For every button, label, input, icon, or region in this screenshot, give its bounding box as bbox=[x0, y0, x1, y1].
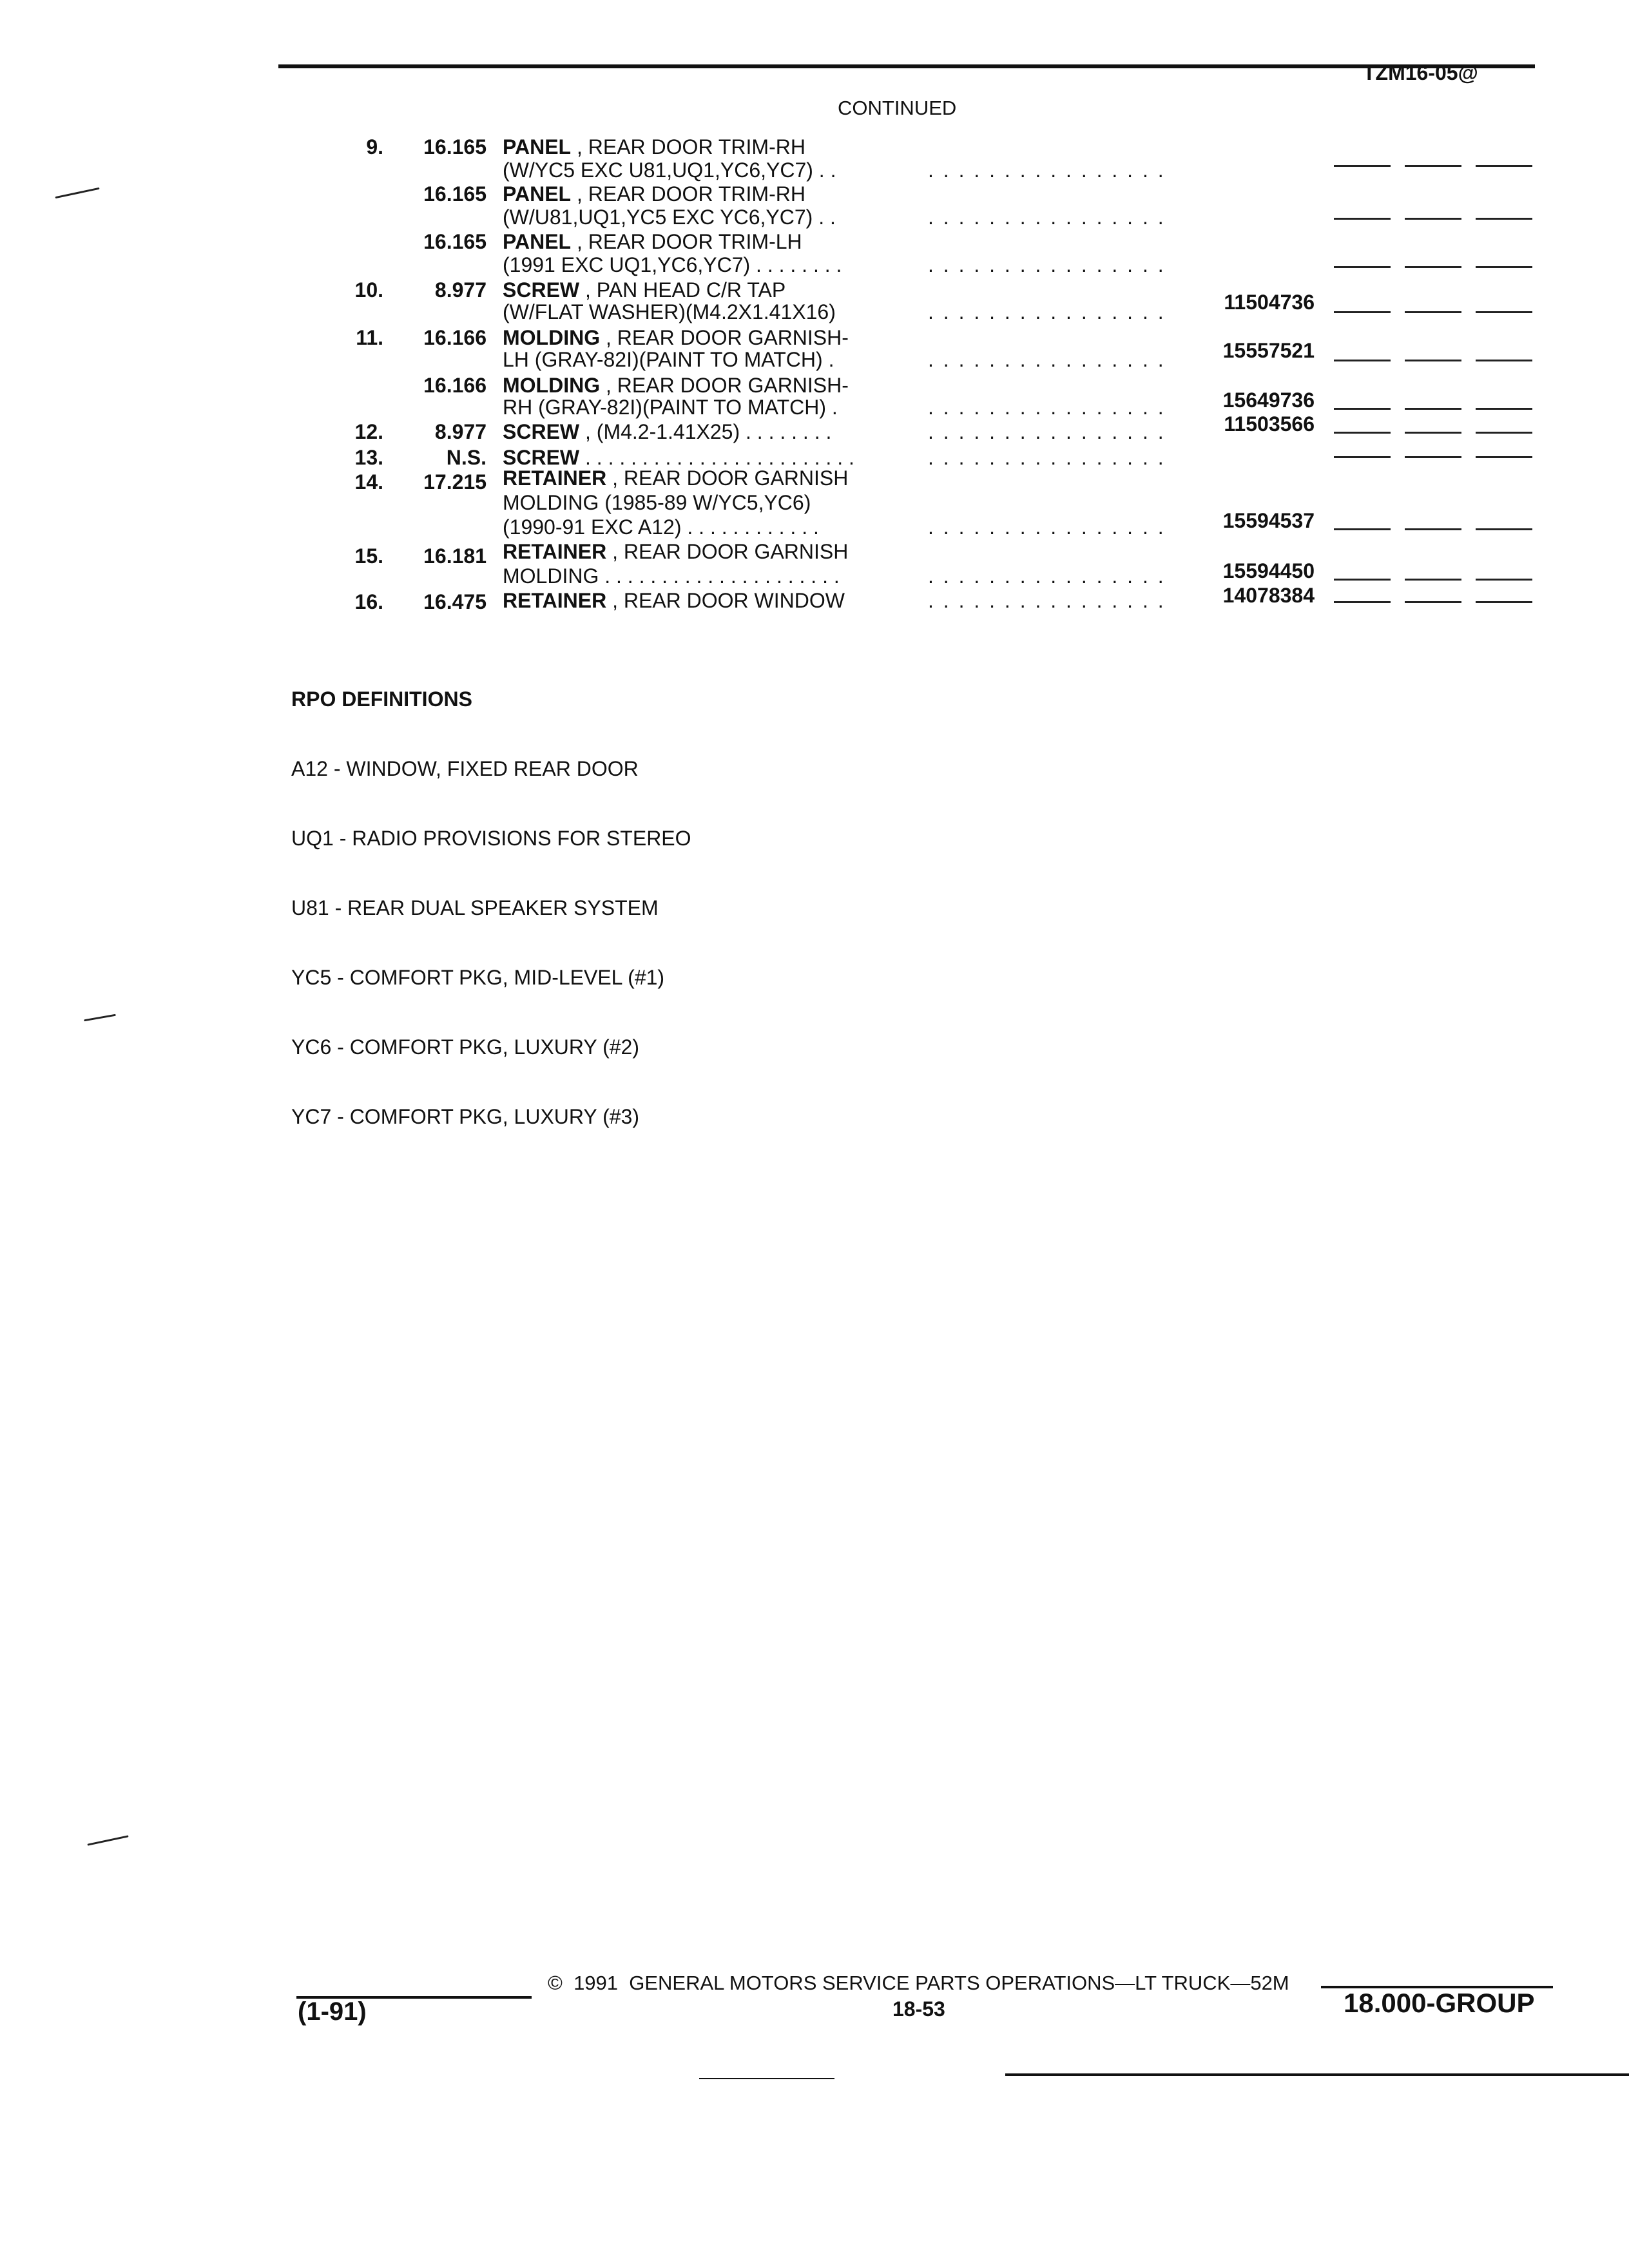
item-reference: 16.166 bbox=[423, 326, 487, 349]
quantity-blanks bbox=[1334, 293, 1540, 316]
bottom-rule-fragment bbox=[699, 2078, 834, 2079]
scan-mark bbox=[87, 1835, 128, 1845]
quantity-blanks bbox=[1334, 200, 1540, 223]
item-desc-line2: (W/U81,UQ1,YC5 EXC YC6,YC7) . . bbox=[503, 206, 836, 229]
item-number: 10. bbox=[354, 278, 383, 302]
item-name: RETAINER bbox=[503, 589, 607, 612]
item-description bbox=[503, 374, 849, 397]
item-number: 12. bbox=[354, 420, 383, 443]
item-reference: 16.166 bbox=[423, 374, 487, 397]
rpo-line: YC5 - COMFORT PKG, MID-LEVEL (#1) bbox=[291, 966, 665, 989]
part-number: 15649736 bbox=[1222, 389, 1315, 412]
leader-dots: . . . . . . . . . . . . . . . . bbox=[928, 253, 1166, 276]
leader-dots: . . . . . . . . . . . . . . . . bbox=[928, 515, 1166, 539]
item-number: 14. bbox=[354, 470, 383, 494]
item-desc-line1: , REAR DOOR WINDOW bbox=[606, 589, 845, 612]
item-reference: 16.165 bbox=[423, 230, 487, 253]
item-desc-line2: (1991 EXC UQ1,YC6,YC7) . . . . . . . . bbox=[503, 253, 842, 276]
quantity-blanks bbox=[1334, 414, 1540, 437]
scan-mark bbox=[55, 187, 99, 198]
item-name: RETAINER bbox=[503, 466, 607, 490]
bottom-rule bbox=[1005, 2073, 1629, 2076]
top-rule bbox=[278, 64, 1535, 68]
quantity-blanks bbox=[1334, 341, 1540, 365]
leader-dots: . . . . . . . . . . . . . . . . bbox=[928, 206, 1166, 229]
page-number: 18-53 bbox=[892, 1997, 945, 2021]
item-name: MOLDING bbox=[503, 326, 601, 349]
quantity-blanks bbox=[1334, 583, 1540, 606]
item-reference: N.S. bbox=[446, 446, 487, 469]
leader-dots: . . . . . . . . . . . . . . . . bbox=[928, 348, 1166, 371]
item-desc-line2: LH (GRAY-82I)(PAINT TO MATCH) . bbox=[503, 348, 834, 371]
leader-dots: . . . . . . . . . . . . . . . . bbox=[928, 589, 1166, 612]
quantity-blanks bbox=[1334, 561, 1540, 584]
part-number: 15557521 bbox=[1222, 339, 1315, 362]
revision-date: (1-91) bbox=[298, 1997, 367, 2026]
item-desc-line3: (1990-91 EXC A12) . . . . . . . . . . . . bbox=[503, 515, 819, 539]
item-description bbox=[503, 326, 849, 349]
item-number: 9. bbox=[366, 135, 383, 159]
item-name: MOLDING bbox=[503, 374, 601, 397]
item-desc-line1: , REAR DOOR GARNISH bbox=[606, 466, 849, 490]
item-reference: 17.215 bbox=[423, 470, 487, 494]
item-description bbox=[503, 446, 854, 469]
rpo-line: UQ1 - RADIO PROVISIONS FOR STEREO bbox=[291, 827, 691, 850]
leader-dots: . . . . . . . . . . . . . . . . bbox=[928, 300, 1166, 323]
item-desc-line1: , (M4.2-1.41X25) . . . . . . . . bbox=[579, 420, 832, 443]
item-number: 15. bbox=[354, 544, 383, 568]
copyright-line: © 1991 GENERAL MOTORS SERVICE PARTS OPERATIONS—LT TRUCK—52M bbox=[548, 1972, 1289, 1994]
item-number: 11. bbox=[356, 326, 383, 349]
quantity-blanks bbox=[1334, 147, 1540, 170]
item-desc-line1: , REAR DOOR TRIM-RH bbox=[571, 135, 805, 159]
item-reference: 16.165 bbox=[423, 182, 487, 206]
item-reference: 16.475 bbox=[423, 590, 487, 613]
quantity-blanks bbox=[1334, 438, 1540, 461]
item-name: PANEL bbox=[503, 230, 572, 253]
item-name: RETAINER bbox=[503, 540, 607, 563]
leader-dots: . . . . . . . . . . . . . . . . bbox=[928, 446, 1166, 469]
item-desc-line2: (W/FLAT WASHER)(M4.2X1.41X16) bbox=[503, 300, 836, 323]
item-desc-line1: , REAR DOOR GARNISH- bbox=[600, 374, 849, 397]
part-number: 11504736 bbox=[1224, 291, 1315, 314]
item-desc-line1: , REAR DOOR GARNISH- bbox=[600, 326, 849, 349]
item-reference: 16.165 bbox=[423, 135, 487, 159]
item-name: SCREW bbox=[503, 420, 580, 443]
item-desc-line2: MOLDING . . . . . . . . . . . . . . . . . . . . . bbox=[503, 564, 840, 588]
rpo-line: U81 - REAR DUAL SPEAKER SYSTEM bbox=[291, 896, 659, 919]
rpo-line: YC6 - COMFORT PKG, LUXURY (#2) bbox=[291, 1035, 639, 1059]
item-desc-line1: . . . . . . . . . . . . . . . . . . . . . . . . bbox=[579, 446, 854, 469]
item-desc-line2: RH (GRAY-82I)(PAINT TO MATCH) . bbox=[503, 396, 838, 419]
item-description bbox=[503, 278, 786, 302]
item-description bbox=[503, 466, 848, 490]
leader-dots: . . . . . . . . . . . . . . . . bbox=[928, 159, 1166, 182]
item-description bbox=[503, 540, 848, 563]
item-description bbox=[503, 135, 805, 159]
leader-dots: . . . . . . . . . . . . . . . . bbox=[928, 564, 1166, 588]
item-desc-line1: , REAR DOOR TRIM-LH bbox=[571, 230, 802, 253]
item-description bbox=[503, 420, 831, 443]
item-desc-line1: , REAR DOOR TRIM-RH bbox=[571, 182, 805, 206]
quantity-blanks bbox=[1334, 510, 1540, 533]
item-reference: 16.181 bbox=[423, 544, 487, 568]
continued-label: CONTINUED bbox=[838, 97, 957, 119]
item-description bbox=[503, 182, 805, 206]
part-number: 11503566 bbox=[1224, 412, 1315, 436]
group-label: 18.000-GROUP bbox=[1344, 1988, 1535, 2018]
item-name: SCREW bbox=[503, 446, 580, 469]
item-reference: 8.977 bbox=[434, 420, 487, 443]
item-desc-line2: MOLDING (1985-89 W/YC5,YC6) bbox=[503, 491, 811, 514]
item-number: 16. bbox=[354, 590, 383, 613]
part-number: 15594450 bbox=[1222, 559, 1315, 582]
leader-dots: . . . . . . . . . . . . . . . . bbox=[928, 420, 1166, 443]
rpo-definitions bbox=[291, 641, 691, 1151]
item-number: 13. bbox=[354, 446, 383, 469]
scan-mark bbox=[84, 1014, 116, 1022]
rpo-line: YC7 - COMFORT PKG, LUXURY (#3) bbox=[291, 1105, 639, 1128]
catalog-code: TZM16-05@ bbox=[1363, 61, 1478, 84]
item-reference: 8.977 bbox=[434, 278, 487, 302]
item-description bbox=[503, 589, 845, 612]
rpo-line: A12 - WINDOW, FIXED REAR DOOR bbox=[291, 757, 639, 780]
rpo-title: RPO DEFINITIONS bbox=[291, 687, 472, 711]
item-name: PANEL bbox=[503, 182, 572, 206]
leader-dots: . . . . . . . . . . . . . . . . bbox=[928, 396, 1166, 419]
item-desc-line2: (W/YC5 EXC U81,UQ1,YC6,YC7) . . bbox=[503, 159, 836, 182]
part-number: 15594537 bbox=[1222, 509, 1315, 532]
item-description bbox=[503, 230, 802, 253]
item-name: PANEL bbox=[503, 135, 572, 159]
item-name: SCREW bbox=[503, 278, 580, 302]
item-desc-line1: , PAN HEAD C/R TAP bbox=[579, 278, 786, 302]
item-desc-line1: , REAR DOOR GARNISH bbox=[606, 540, 849, 563]
quantity-blanks bbox=[1334, 390, 1540, 413]
part-number: 14078384 bbox=[1222, 584, 1315, 607]
quantity-blanks bbox=[1334, 248, 1540, 271]
